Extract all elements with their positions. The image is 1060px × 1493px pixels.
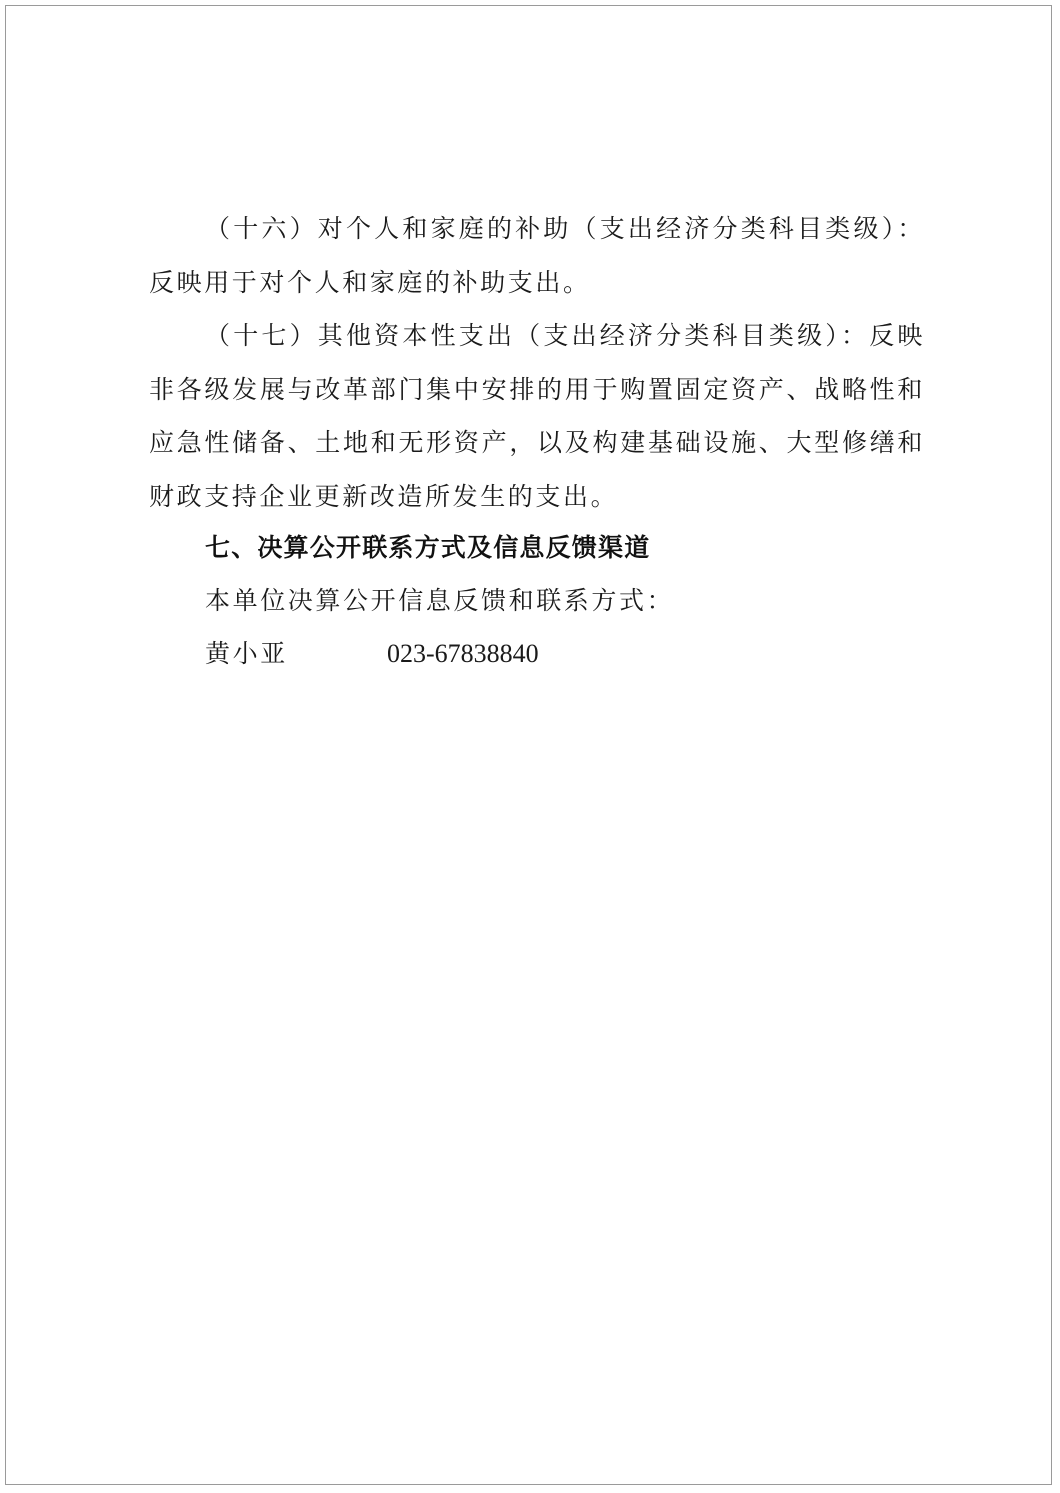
paragraph-subsidy-individuals: （十六）对个人和家庭的补助（支出经济分类科目类级）：反映用于对个人和家庭的补助支出。 (149, 214, 925, 297)
paragraph-other-capital-expenditure: （十七）其他资本性支出（支出经济分类科目类级）：反映非各级发展与改革部门集中安排的用于购置固定资产、战略性和应急性储备、土地和无形资产，以及构建基础设施、大型修缮和财政支持企业更新改造所发生的支出。 (149, 321, 925, 511)
contact-phone: 023-67838840 (387, 639, 539, 668)
section-heading: 七、决算公开联系方式及信息反馈渠道 (205, 533, 651, 562)
contact-line (205, 627, 539, 681)
contact-intro: 本单位决算公开信息反馈和联系方式： (205, 586, 675, 615)
document-page (5, 5, 1052, 1485)
contact-name: 黄小亚 (205, 639, 288, 668)
